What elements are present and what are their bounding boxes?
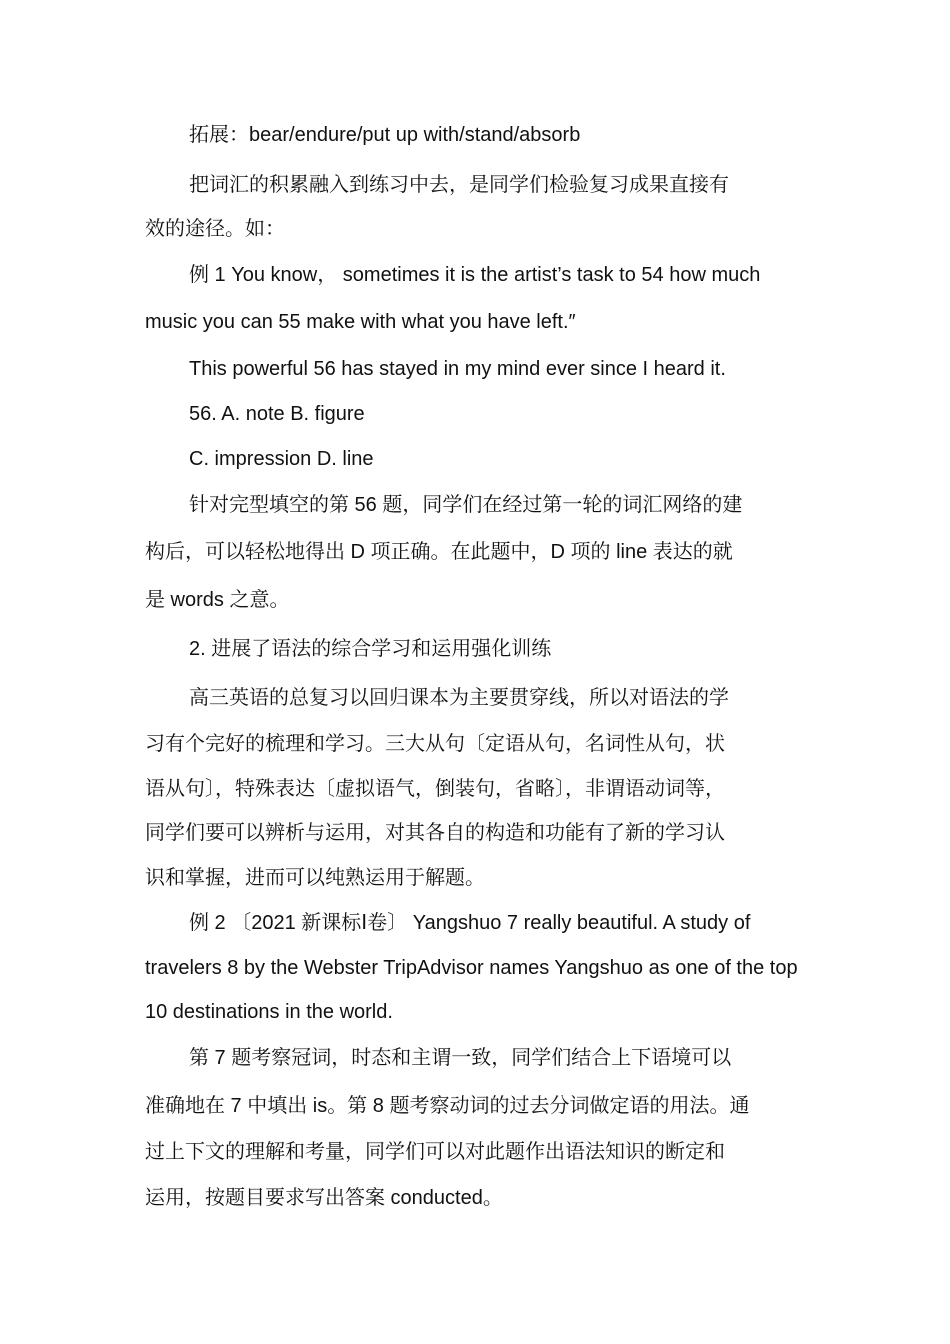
text-line: 是 words 之意。 bbox=[145, 589, 290, 611]
text-line: 准确地在 7 中填出 is。第 8 题考察动词的过去分词做定语的用法。通 bbox=[145, 1095, 750, 1117]
text-line: 过上下文的理解和考量，同学们可以对此题作出语法知识的断定和 bbox=[145, 1141, 725, 1163]
section-heading: 2. 进展了语法的综合学习和运用强化训练 bbox=[189, 638, 552, 660]
text-line: 拓展：bear/endure/put up with/stand/absorb bbox=[189, 124, 581, 146]
text-line: 运用，按题目要求写出答案 conducted。 bbox=[145, 1187, 503, 1209]
text-line: 第 7 题考察冠词，时态和主谓一致，同学们结合上下语境可以 bbox=[189, 1047, 732, 1069]
text-line: 高三英语的总复习以回归课本为主要贯穿线，所以对语法的学 bbox=[189, 687, 729, 709]
text-line: C. impression D. line bbox=[189, 448, 374, 470]
text-line: 例 2 〔2021 新课标Ⅰ卷〕 Yangshuo 7 really beautiful. A study of bbox=[189, 912, 751, 934]
text-line: 同学们要可以辨析与运用，对其各自的构造和功能有了新的学习认 bbox=[145, 822, 725, 844]
text-line: music you can 55 make with what you have left.″ bbox=[145, 311, 576, 333]
text-line: 效的途径。如： bbox=[145, 218, 285, 240]
text-line: travelers 8 by the Webster TripAdvisor names Yangshuo as one of the top bbox=[145, 957, 798, 979]
text-line: 针对完型填空的第 56 题，同学们在经过第一轮的词汇网络的建 bbox=[189, 494, 743, 516]
text-line: 构后，可以轻松地得出 D 项正确。在此题中，D 项的 line 表达的就 bbox=[145, 541, 733, 563]
text-line: 10 destinations in the world. bbox=[145, 1001, 393, 1023]
text-line: This powerful 56 has stayed in my mind ever since I heard it. bbox=[189, 358, 726, 380]
text-line: 把词汇的积累融入到练习中去，是同学们检验复习成果直接有 bbox=[189, 174, 729, 196]
text-line: 例 1 You know， sometimes it is the artist’s task to 54 how much bbox=[189, 264, 761, 286]
text-line: 56. A. note B. figure bbox=[189, 403, 365, 425]
text-line: 识和掌握，进而可以纯熟运用于解题。 bbox=[145, 867, 485, 889]
text-line: 习有个完好的梳理和学习。三大从句〔定语从句，名词性从句，状 bbox=[145, 733, 725, 755]
text-line: 语从句〕，特殊表达〔虚拟语气，倒装句，省略〕，非谓语动词等， bbox=[145, 778, 725, 800]
